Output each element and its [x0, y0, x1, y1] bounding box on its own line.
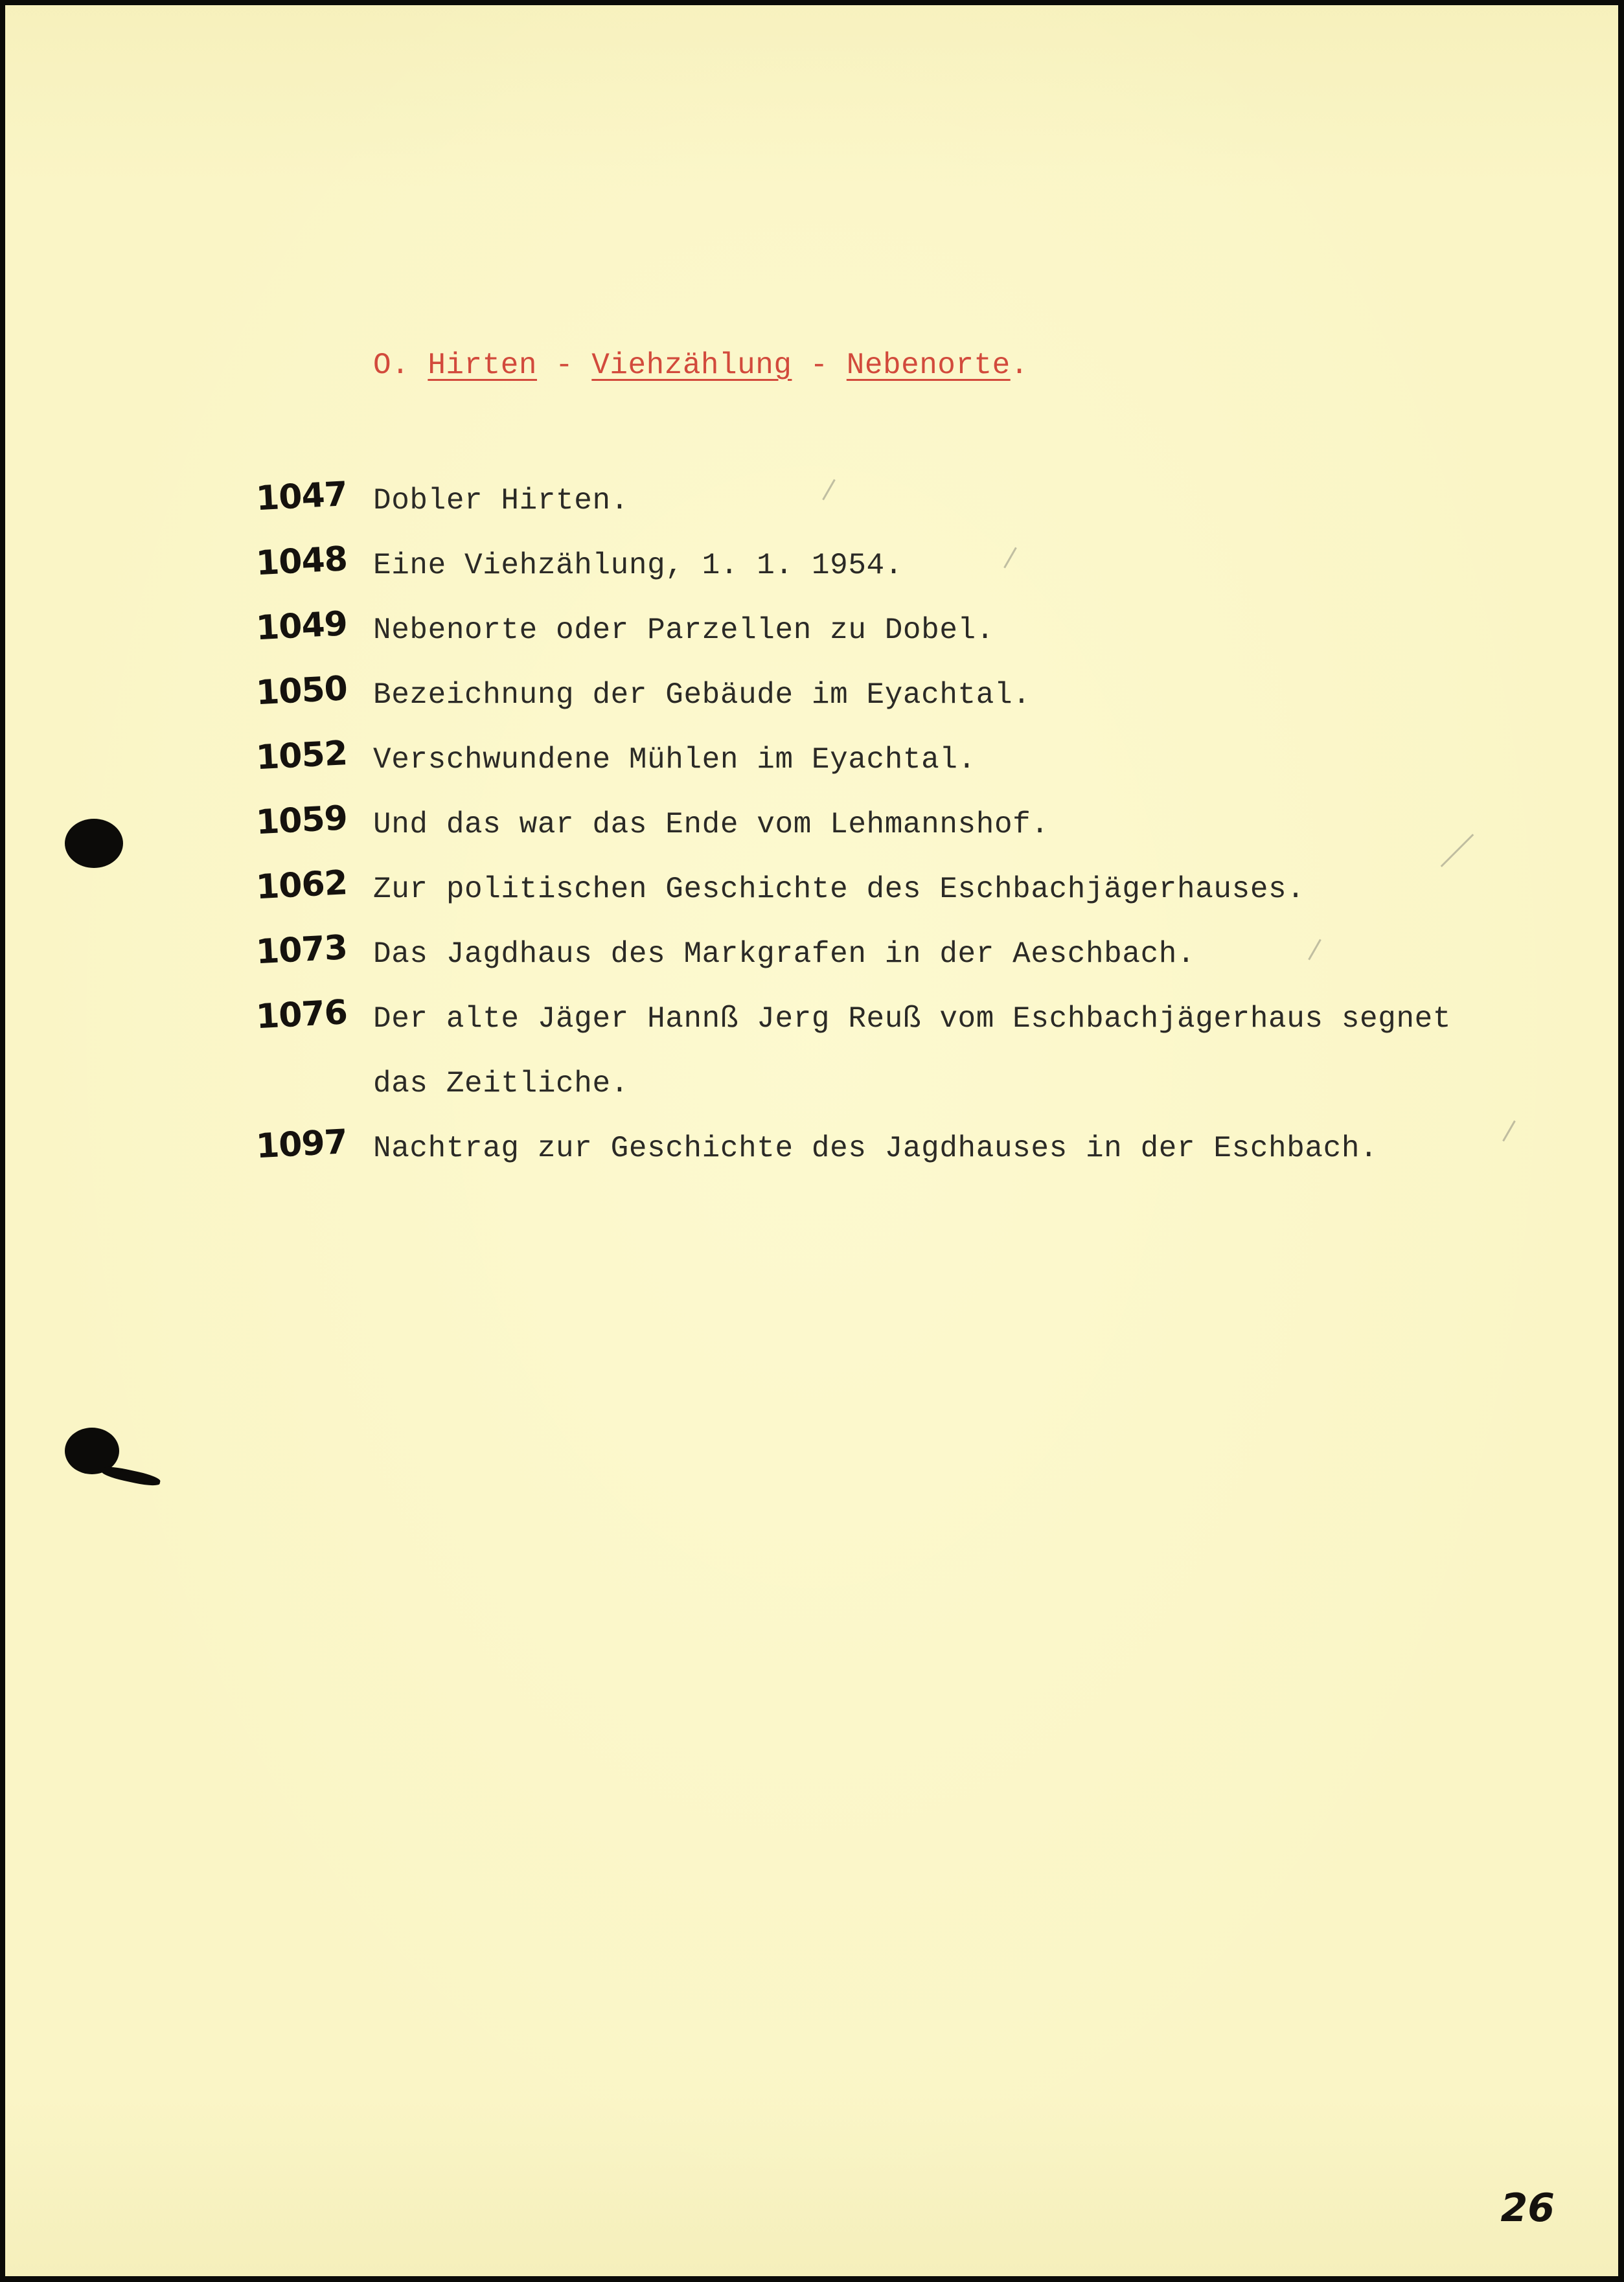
- entry-title: Und das war das Ende vom Lehmannshof.: [373, 808, 1049, 841]
- punch-hole-tear: [100, 1465, 161, 1489]
- heading-period: .: [1010, 348, 1029, 382]
- section-heading: [373, 348, 1029, 382]
- heading-part-viehzaehlung: Viehzählung: [591, 348, 792, 382]
- entry-number: 1047: [255, 475, 349, 519]
- list-item: [5, 1116, 1618, 1181]
- list-item: [5, 727, 1618, 792]
- list-item: [5, 922, 1618, 987]
- list-item: [5, 663, 1618, 727]
- entry-title-continuation: das Zeitliche.: [373, 1067, 629, 1101]
- entry-title: Dobler Hirten.: [373, 484, 629, 518]
- heading-prefix: O.: [373, 348, 428, 382]
- entry-title: Eine Viehzählung, 1. 1. 1954.: [373, 549, 903, 582]
- entry-title: Nachtrag zur Geschichte des Jagdhauses in der Eschbach.: [373, 1132, 1378, 1165]
- entry-title: Bezeichnung der Gebäude im Eyachtal.: [373, 678, 1031, 712]
- entry-number: 1048: [255, 540, 349, 584]
- heading-separator-2: -: [792, 348, 847, 382]
- entry-number: 1062: [255, 863, 349, 907]
- entry-title: Nebenorte oder Parzellen zu Dobel.: [373, 613, 994, 647]
- entry-number: 1059: [255, 799, 349, 843]
- list-item: [5, 533, 1618, 598]
- heading-part-hirten: Hirten: [428, 348, 537, 382]
- list-item: [5, 598, 1618, 663]
- entry-number: 1052: [255, 734, 349, 778]
- entry-number: 1049: [255, 604, 349, 648]
- entry-number: 1076: [255, 993, 349, 1037]
- entry-number: 1050: [255, 669, 349, 713]
- entry-number: 1073: [255, 928, 349, 972]
- entry-title: Zur politischen Geschichte des Eschbachjägerhauses.: [373, 873, 1305, 906]
- list-item: [5, 857, 1618, 922]
- entry-title: Der alte Jäger Hannß Jerg Reuß vom Eschbachjägerhaus segnet: [373, 1002, 1452, 1036]
- heading-part-nebenorte: Nebenorte: [846, 348, 1011, 382]
- list-item: [5, 987, 1618, 1051]
- page-number: 26: [1500, 2185, 1555, 2231]
- entry-title: Das Jagdhaus des Markgrafen in der Aeschbach.: [373, 937, 1196, 971]
- list-item-continuation: [5, 1051, 1618, 1116]
- heading-separator-1: -: [536, 348, 592, 382]
- entry-number: 1097: [255, 1123, 349, 1167]
- document-page: [5, 5, 1618, 2276]
- list-item: [5, 468, 1618, 533]
- entry-title: Verschwundene Mühlen im Eyachtal.: [373, 743, 976, 777]
- punch-hole: [65, 819, 123, 868]
- list-item: [5, 792, 1618, 857]
